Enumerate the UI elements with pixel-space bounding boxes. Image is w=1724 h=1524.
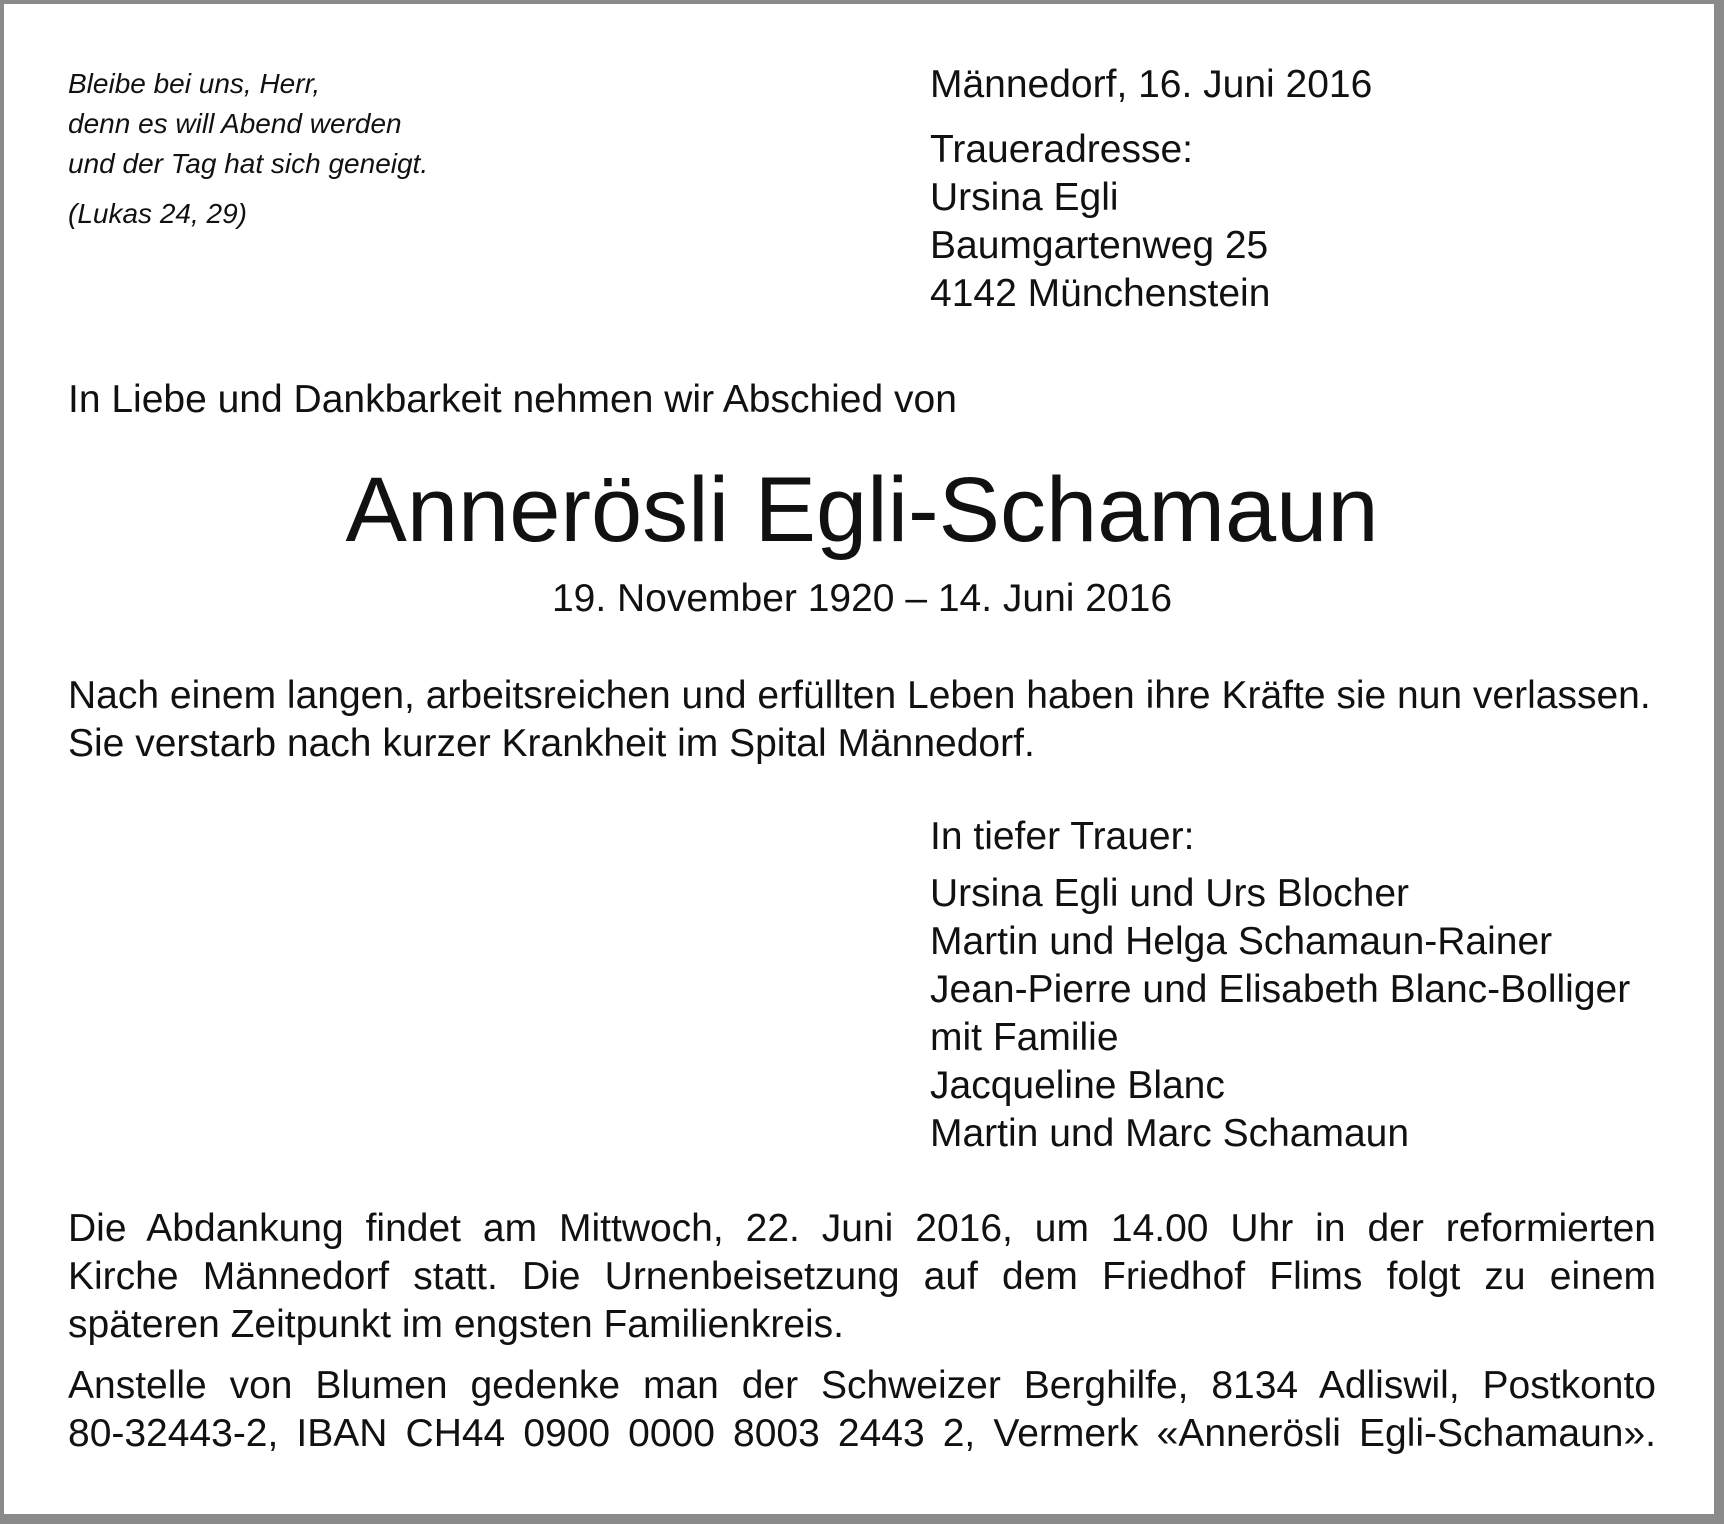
mourner-name: Martin und Helga Schamaun-Rainer (930, 920, 1553, 963)
bible-verse (68, 64, 428, 184)
deceased-name: Annerösli Egli-Schamaun (345, 459, 1379, 561)
service-notice (68, 1205, 1656, 1349)
verse-line: denn es will Abend werden (68, 108, 402, 139)
life-text-line: Sie verstarb nach kurzer Krankheit im Spital Männedorf. (68, 722, 1035, 765)
address-line: Ursina Egli (930, 176, 1119, 219)
service-line: Kirche Männedorf statt. Die Urnenbeisetzung auf dem Friedhof Flims folgt zu einem (68, 1255, 1656, 1298)
farewell-intro: In Liebe und Dankbarkeit nehmen wir Abschied von (68, 378, 957, 421)
mourning-address-label: Traueradresse: (930, 128, 1194, 171)
life-dates: 19. November 1920 – 14. Juni 2016 (551, 577, 1173, 620)
verse-reference: (Lukas 24, 29) (68, 198, 247, 229)
verse-line: und der Tag hat sich geneigt. (68, 148, 429, 179)
mourner-name: Jean-Pierre und Elisabeth Blanc-Bolliger (930, 968, 1631, 1011)
life-text (68, 672, 1651, 768)
page-bottom-border (0, 1514, 1724, 1524)
mourner-name: Jacqueline Blanc (930, 1064, 1225, 1107)
donation-notice (68, 1362, 1656, 1458)
life-text-line: Nach einem langen, arbeitsreichen und erfüllten Leben haben ihre Kräfte sie nun verlassen. (68, 674, 1651, 717)
mourning-address (930, 126, 1270, 318)
donation-line: Anstelle von Blumen gedenke man der Schweizer Berghilfe, 8134 Adliswil, Postkonto (68, 1364, 1656, 1407)
mourners-label: In tiefer Trauer: (930, 815, 1195, 858)
mourners-list (930, 870, 1630, 1158)
address-line: Baumgartenweg 25 (930, 224, 1269, 267)
verse-line: Bleibe bei uns, Herr, (68, 68, 321, 99)
place-date: Männedorf, 16. Juni 2016 (930, 63, 1373, 106)
mourner-name: mit Familie (930, 1016, 1119, 1059)
service-line: späteren Zeitpunkt im engsten Familienkreis. (68, 1303, 845, 1346)
mourner-name: Martin und Marc Schamaun (930, 1112, 1410, 1155)
address-line: 4142 Münchenstein (930, 272, 1271, 315)
mourner-name: Ursina Egli und Urs Blocher (930, 872, 1410, 915)
donation-line: 80-32443-2, IBAN CH44 0900 0000 8003 2443 2, Vermerk «Annerösli Egli-Schamaun». (68, 1412, 1656, 1455)
service-line: Die Abdankung findet am Mittwoch, 22. Juni 2016, um 14.00 Uhr in der reformierten (68, 1207, 1656, 1250)
